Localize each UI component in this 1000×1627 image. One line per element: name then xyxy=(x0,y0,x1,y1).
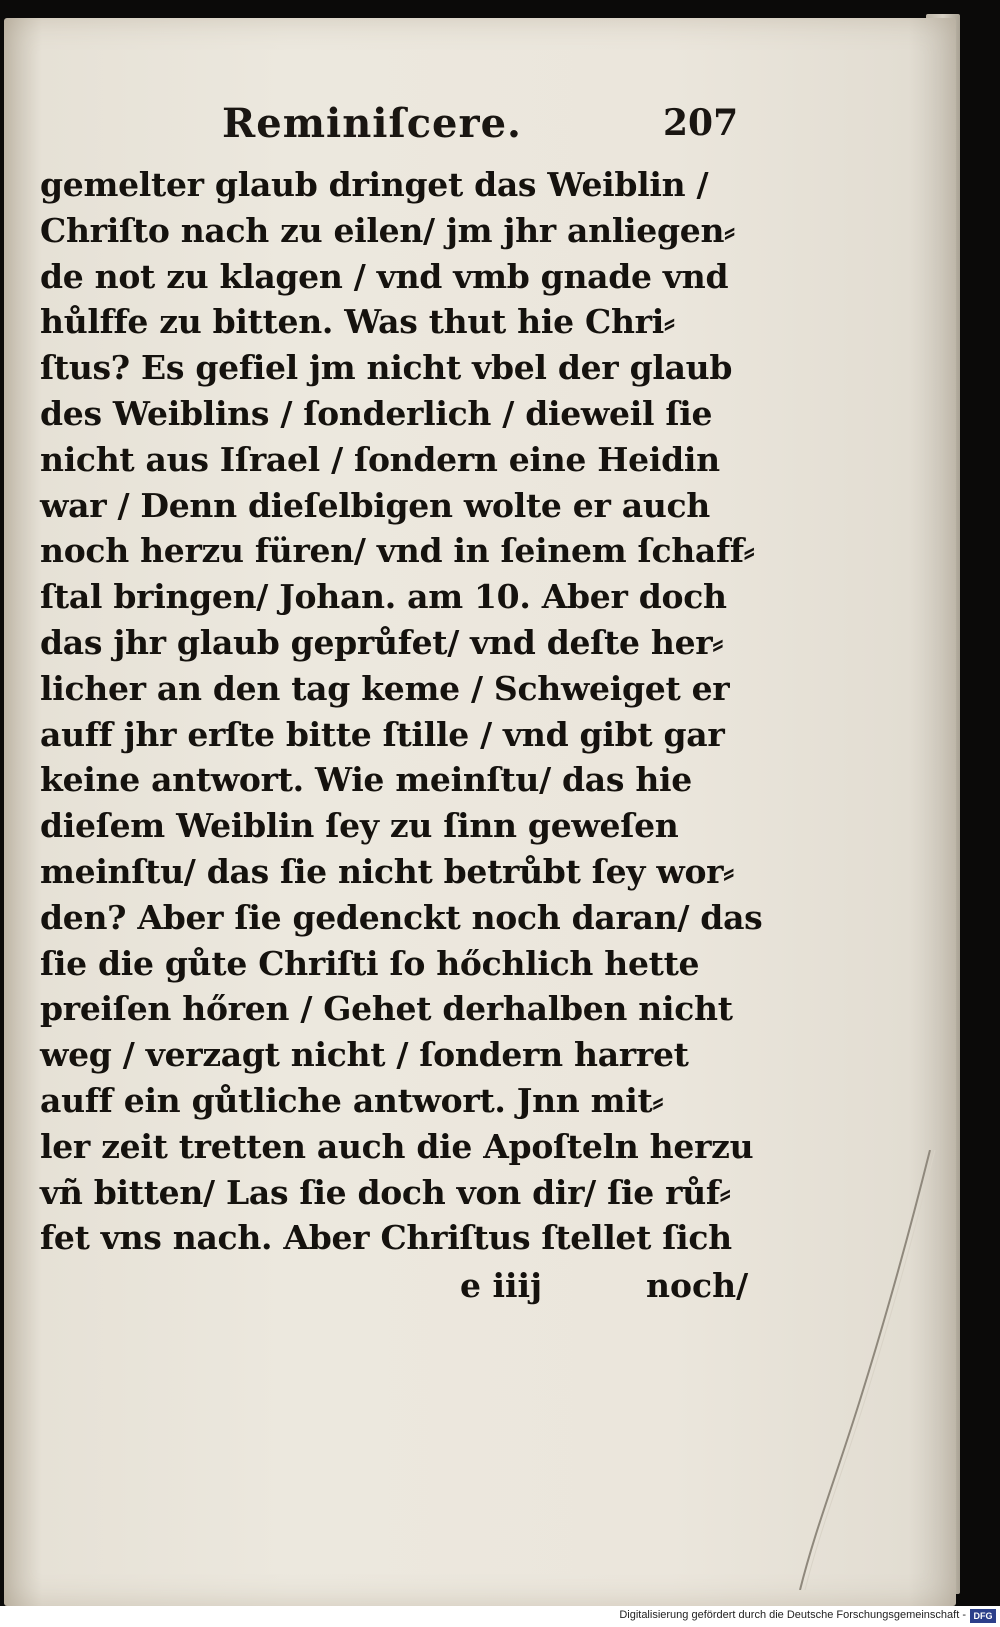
text-line: weg / verzagt nicht / ſondern harret xyxy=(40,1035,689,1075)
catchword: noch/ xyxy=(646,1266,749,1305)
body-text xyxy=(40,162,763,1261)
text-line: war / Denn dieſelbigen wolte er auch xyxy=(40,485,711,525)
text-line: auff ein gůtliche antwort. Jnn mit⸗ xyxy=(40,1080,664,1120)
running-title: Reminiſcere. xyxy=(222,100,522,147)
text-line: licher an den tag keme / Schweiget er xyxy=(40,668,730,708)
text-line: ſie die gůte Chriſti ſo hőchlich hette xyxy=(40,943,700,983)
text-line: das jhr glaub geprůfet/ vnd deſte her⸗ xyxy=(40,622,724,662)
signature-mark: e iiij xyxy=(460,1266,543,1305)
text-line: meinſtu/ das ſie nicht betrůbt ſey wor⸗ xyxy=(40,851,734,891)
text-line: preiſen hőren / Gehet derhalben nicht xyxy=(40,989,733,1029)
credit-text: Digitalisierung gefördert durch die Deutsche Forschungsgemeinschaft - xyxy=(619,1609,966,1621)
text-line: den? Aber ſie gedenckt noch daran/ das xyxy=(40,897,763,937)
text-line: dieſem Weiblin ſey zu ſinn geweſen xyxy=(40,806,679,846)
text-line: de not zu klagen / vnd vmb gnade vnd xyxy=(40,256,729,296)
page-footer xyxy=(0,1266,1000,1316)
text-line: des Weiblins / ſonderlich / dieweil ſie xyxy=(40,393,713,433)
text-line: hůlffe zu bitten. Was thut hie Chri⸗ xyxy=(40,302,675,342)
text-line: vñ bitten/ Las ſie doch von dir/ ſie růf⸗ xyxy=(40,1172,731,1212)
text-line: Chriſto nach zu eilen/ jm jhr anliegen⸗ xyxy=(40,210,735,250)
text-line: fet vns nach. Aber Chriſtus ſtellet ſich xyxy=(40,1218,732,1258)
text-line: keine antwort. Wie meinſtu/ das hie xyxy=(40,760,692,800)
dfg-logo: DFG xyxy=(970,1609,996,1623)
page-number: 207 xyxy=(663,102,739,144)
text-line: ler zeit tretten auch die Apoſteln herzu xyxy=(40,1126,754,1166)
page-tear-line xyxy=(790,1150,940,1590)
text-line: ſtus? Es gefiel jm nicht vbel der glaub xyxy=(40,348,733,388)
text-line: ſtal bringen/ Johan. am 10. Aber doch xyxy=(40,577,727,617)
text-line: auff jhr erſte bitte ſtille / vnd gibt gar xyxy=(40,714,725,754)
credit-bar xyxy=(0,1606,1000,1627)
text-line: nicht aus Iſrael / ſondern eine Heidin xyxy=(40,439,720,479)
text-line: gemelter glaub dringet das Weiblin / xyxy=(40,165,709,204)
text-line: noch herzu füren/ vnd in ſeinem ſchaff⸗ xyxy=(40,531,755,571)
page-header xyxy=(0,100,1000,160)
